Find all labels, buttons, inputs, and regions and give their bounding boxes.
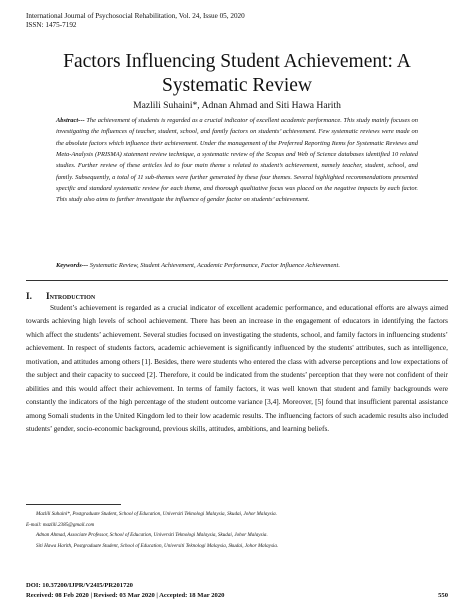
abstract <box>56 115 418 206</box>
author-list: Mazlili Suhaini*, Adnan Ahmad and Siti Hawa Harith <box>133 100 341 111</box>
paper-title-line-2: Systematic Review <box>161 75 312 96</box>
footnote-divider <box>26 504 121 505</box>
introduction-paragraph <box>26 301 448 436</box>
footnote-author-1: Mazlili Suhaini*, Postgraduate Student, School of Education, Universiti Teknologi Malaysia, Skudai, Johor Malaysia. <box>36 511 277 517</box>
page-number: 550 <box>438 592 448 599</box>
journal-name: International Journal of Psychosocial Rehabilitation, Vol. 24, Issue 05, 2020 <box>26 12 245 20</box>
journal-header <box>26 12 245 30</box>
section-number: I. <box>26 291 32 301</box>
section-heading <box>26 291 95 301</box>
received-dates: Received: 08 Feb 2020 | Revised: 03 Mar 2020 | Accepted: 18 Mar 2020 <box>26 592 225 599</box>
keywords <box>56 262 418 269</box>
keywords-label: Keywords--- <box>56 262 89 269</box>
footnotes <box>26 509 448 551</box>
section-title: Introduction <box>46 291 96 301</box>
doi-line: DOI: 10.37200/IJPR/V24I5/PR201720 <box>26 582 133 589</box>
journal-issn: ISSN: 1475-7192 <box>26 21 77 29</box>
footnote-author-3: Siti Hawa Harith, Postgraduate Student, School of Education, Universiti Teknologi Malaysia, Skudai, Johor Malaysia. <box>36 542 279 549</box>
introduction-text: Student’s achievement is regarded as a crucial indicator of excellent academic performance, and educational efforts are always aimed towards achieving high levels of school achievement. There has been an increase in the engagement of educators in identifying the factors which affect the students’ achievement. Several studies focused on investigating the students, school, and family factors in influencing students’ achievement. In respect of students factors, academic achievement is significantly influenced by the students' attributes, such as intelligence, motivation, and attitudes among others [1]. Besides, there were students who entered the class with adverse perceptions and low expectations of the subject and their capacity to succeed [2]. Therefore, it could be indicated from the students’ perception that they were not confident of their abilities and this would affect their achievement. In terms of family factors, it was well known that student and family backgrounds were constantly the indicators of the high percentage of the student outcome variance [3,4]. Moreover, [5] found that insufficient parental assistance among Somali students in the United Kingdom led to their low academic results. The influencing factors of such academic results also included students’ gender, socio-economic background, previous skills, attitudes, ambitions, and learning beliefs. <box>26 303 448 434</box>
abstract-label: Abstract--- <box>56 117 85 124</box>
paper-title-line-1: Factors Influencing Student Achievement: A <box>63 51 411 72</box>
paper-title <box>0 50 474 98</box>
keywords-text: Systematic Review, Student Achievement, Academic Performance, Factor Influence Achievement. <box>89 262 340 269</box>
abstract-text: The achievement of students is regarded as a crucial indicator of excellent academic performance. This study mainly focuses on investigating the influences of teacher, student, school, and family factors on students’ achievement. Few systematic reviews were made on the absolute factors which influence their achievement. Under the management of the Preferred Reporting Items for Systematic Reviews and Meta-Analysis (PRISMA) statement review technique, a systematic review of the Scopus and Web of Science databases identified 10 related studies. Further review of these articles led to four main theme s related to student’s achievement, namely teacher, student, school, and family. Subsequently, a total of 11 sub-themes were further generated by these four themes. Several highlighted recommendations presented specific and standard systematic review for each theme, and thorough qualitative focus was placed on the negative impacts by each factor. This study also aims to further investigate the influence of gender factor on students’ achievement. <box>56 117 418 204</box>
section-divider <box>26 280 448 281</box>
footnote-author-2: Adnan Ahmad, Associate Professor, School of Education, Universiti Teknologi Malaysia, Skudai, Johor Malaysia. <box>36 532 268 538</box>
footnote-email: E-mail: mazlili.2385@gmail.com <box>26 521 95 528</box>
